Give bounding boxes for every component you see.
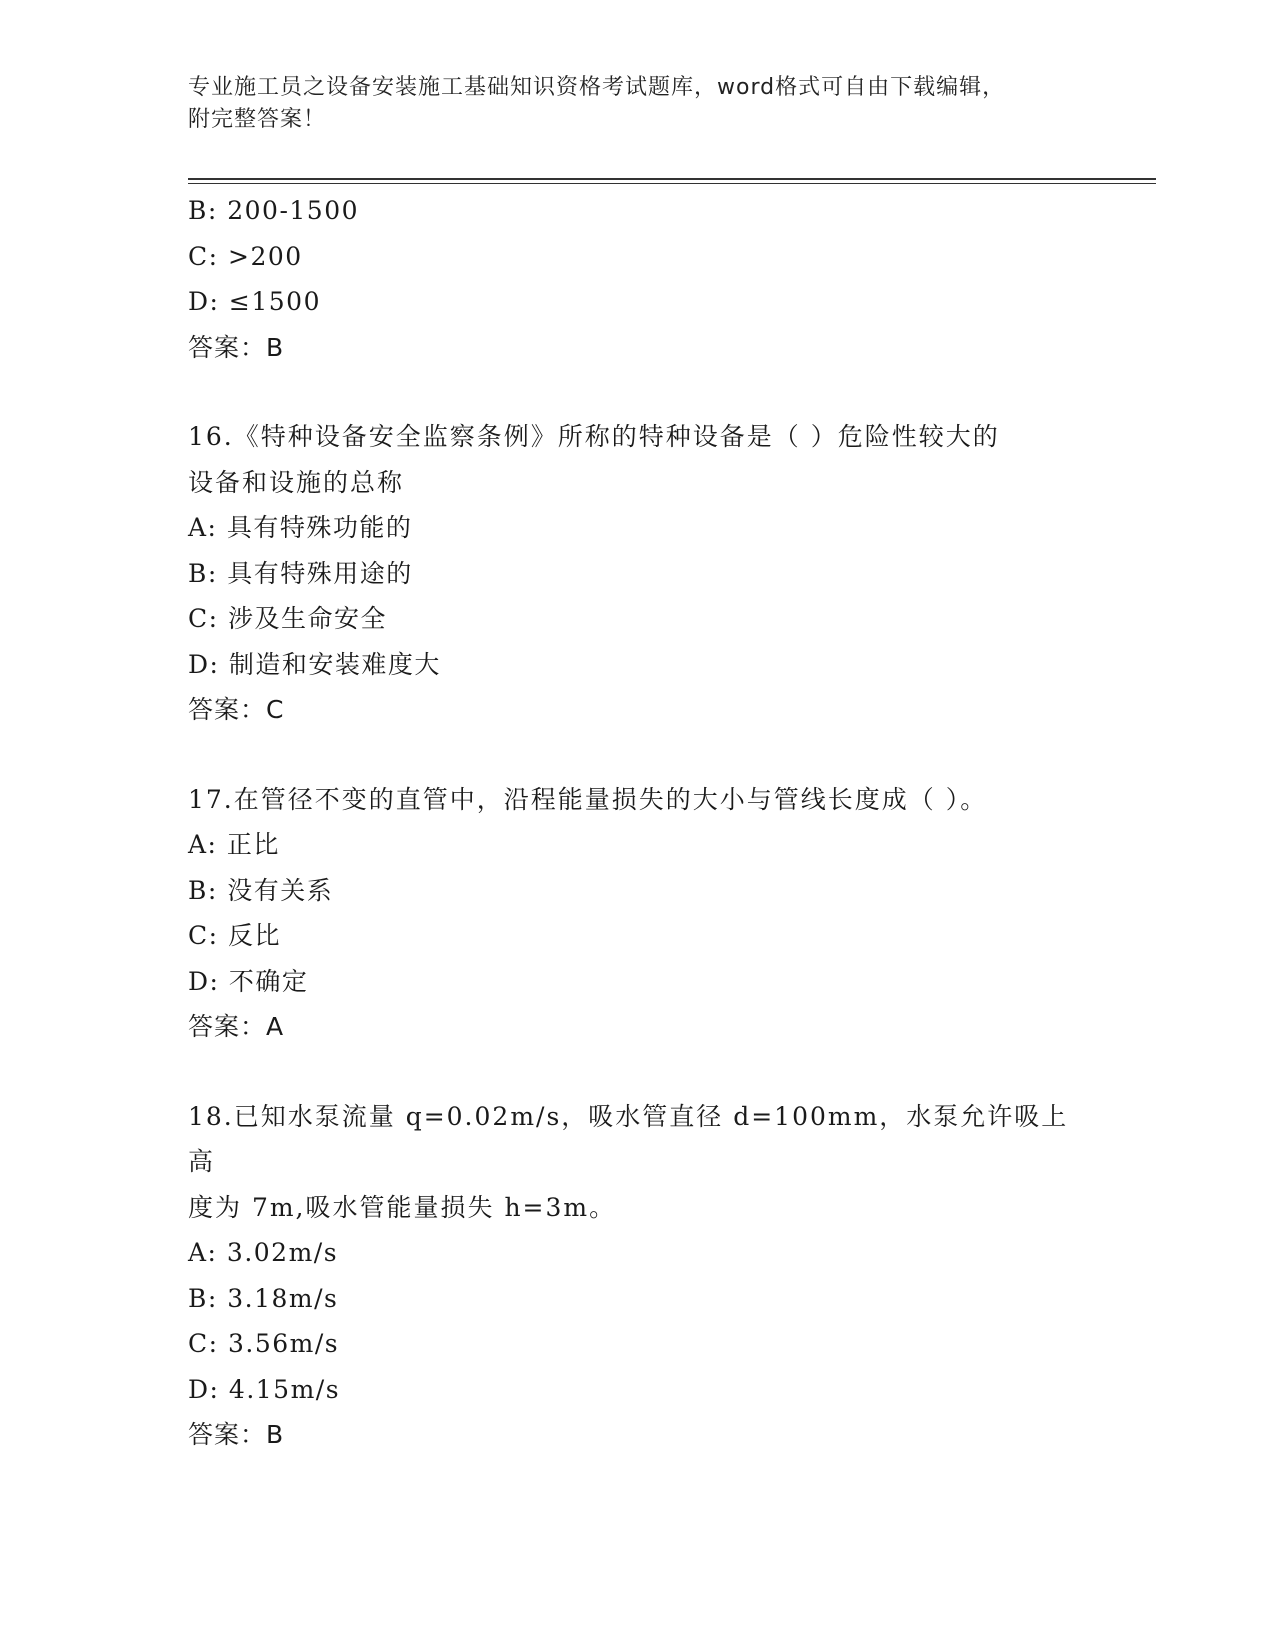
answer: 答案：B xyxy=(188,332,285,362)
header-divider xyxy=(188,178,1156,184)
option-a: A: 3.02m/s xyxy=(188,1238,339,1267)
question-15-block xyxy=(188,188,1088,370)
question-content xyxy=(188,188,1088,1458)
question-stem: 16.《特种设备安全监察条例》所称的特种设备是（ ）危险性较大的 xyxy=(188,422,1000,451)
answer: 答案：C xyxy=(188,695,285,724)
option-c: C: 3.56m/s xyxy=(188,1329,340,1358)
option-b: B: 具有特殊用途的 xyxy=(188,558,413,588)
question-17-block xyxy=(188,777,1088,1050)
spacer xyxy=(188,733,1088,777)
question-18-block xyxy=(188,1094,1088,1458)
option-a: A: 正比 xyxy=(188,830,280,859)
question-stem-continued: 度为 7m,吸水管能量损失 h=3m。 xyxy=(188,1192,617,1222)
option-b: B: 3.18m/s xyxy=(188,1283,339,1313)
option-d: D: ≤1500 xyxy=(188,287,321,316)
option-d: D: 不确定 xyxy=(188,966,309,996)
header-line-2: 附完整答案！ xyxy=(188,107,327,132)
option-c: C: >200 xyxy=(188,241,303,271)
page-header xyxy=(188,72,1068,136)
option-b: B: 没有关系 xyxy=(188,875,334,905)
option-a: A: 具有特殊功能的 xyxy=(188,513,413,542)
question-16-block xyxy=(188,414,1088,733)
option-d: D: 制造和安装难度大 xyxy=(188,649,441,679)
option-c: C: 涉及生命安全 xyxy=(188,604,387,633)
spacer xyxy=(188,370,1088,414)
spacer xyxy=(188,1050,1088,1094)
answer: 答案：A xyxy=(188,1012,285,1041)
question-stem: 18.已知水泵流量 q=0.02m/s，吸水管直径 d=100mm，水泵允许吸上高 xyxy=(188,1101,1069,1176)
question-stem-continued: 设备和设施的总称 xyxy=(188,467,405,497)
question-stem: 17.在管径不变的直管中，沿程能量损失的大小与管线长度成（ ）。 xyxy=(188,784,988,814)
option-b: B: 200-1500 xyxy=(188,196,360,225)
header-line-1: 专业施工员之设备安装施工基础知识资格考试题库，word格式可自由下载编辑， xyxy=(188,75,1006,100)
answer: 答案：B xyxy=(188,1420,285,1449)
option-c: C: 反比 xyxy=(188,921,281,950)
option-d: D: 4.15m/s xyxy=(188,1374,341,1404)
